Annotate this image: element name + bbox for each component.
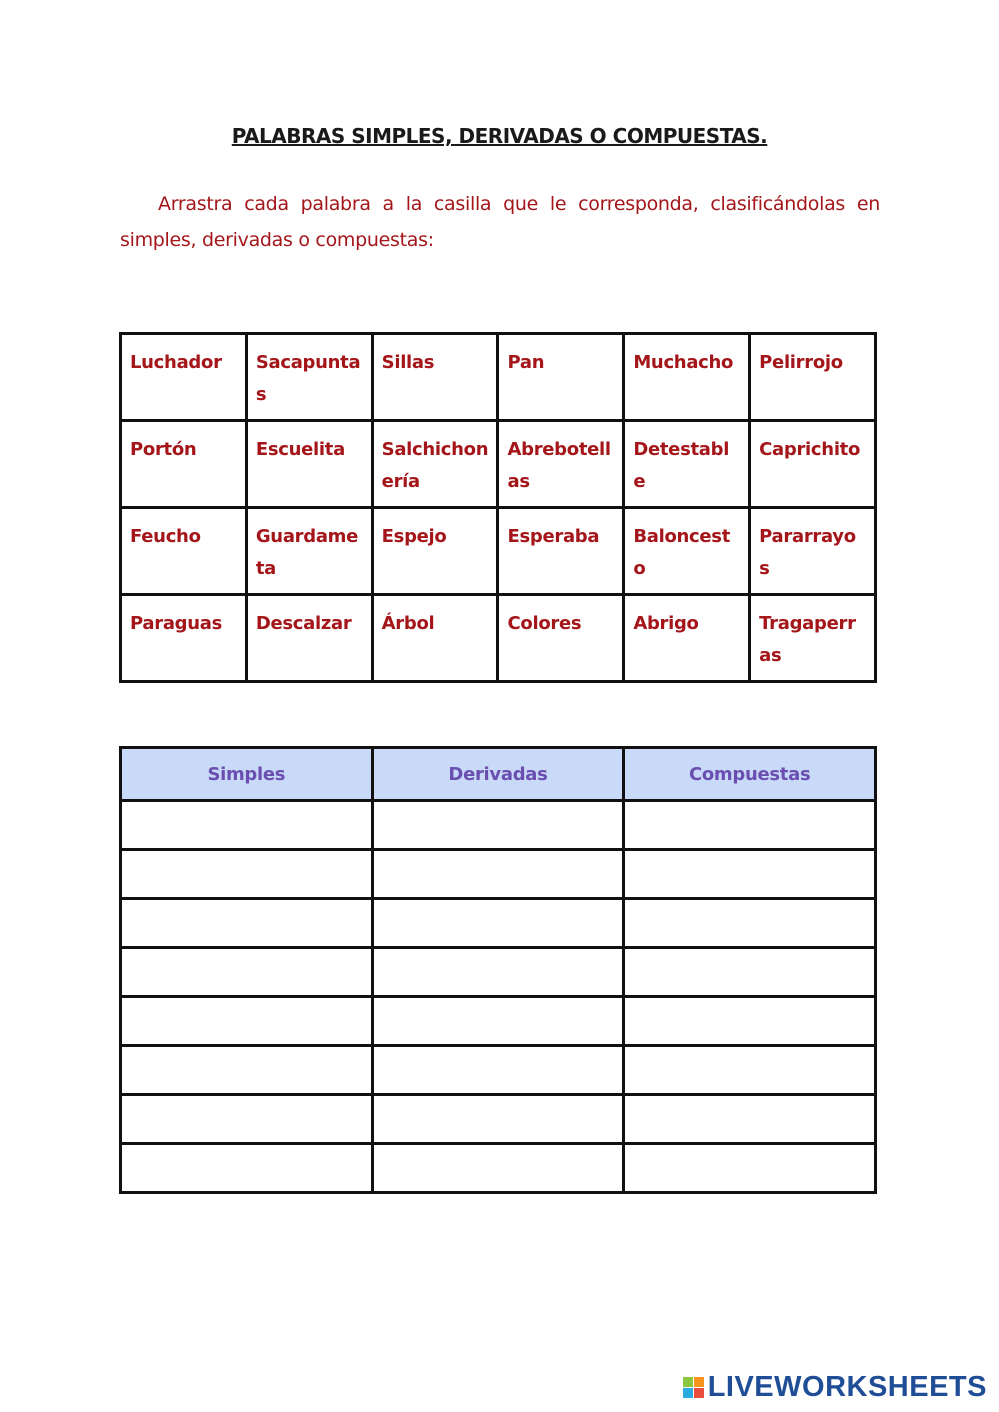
- header-simples: Simples: [121, 748, 373, 801]
- word-tile[interactable]: Escuelita: [246, 421, 372, 508]
- word-tile[interactable]: Guardameta: [246, 508, 372, 595]
- header-derivadas: Derivadas: [372, 748, 624, 801]
- drop-cell-compuestas[interactable]: [624, 1095, 876, 1144]
- instructions-text: Arrastra cada palabra a la casilla que le corresponda, clasificándolas en simples, derivadas o compuestas:: [120, 193, 880, 251]
- header-compuestas: Compuestas: [624, 748, 876, 801]
- drop-cell-derivadas[interactable]: [372, 899, 624, 948]
- drop-cell-derivadas[interactable]: [372, 948, 624, 997]
- word-tile[interactable]: Baloncesto: [624, 508, 750, 595]
- word-tile[interactable]: Feucho: [121, 508, 247, 595]
- word-tile[interactable]: Pan: [498, 334, 624, 421]
- word-bank-table: [119, 332, 877, 683]
- answer-table: [119, 746, 877, 1194]
- word-tile[interactable]: Portón: [121, 421, 247, 508]
- word-tile[interactable]: Sacapuntas: [246, 334, 372, 421]
- word-tile[interactable]: Salchichonería: [372, 421, 498, 508]
- drop-cell-derivadas[interactable]: [372, 997, 624, 1046]
- drop-cell-compuestas[interactable]: [624, 997, 876, 1046]
- drop-cell-compuestas[interactable]: [624, 1144, 876, 1193]
- word-tile[interactable]: Abrigo: [624, 595, 750, 682]
- drop-cell-derivadas[interactable]: [372, 850, 624, 899]
- drop-cell-derivadas[interactable]: [372, 1046, 624, 1095]
- liveworksheets-logo-icon: [683, 1377, 704, 1398]
- drop-cell-compuestas[interactable]: [624, 899, 876, 948]
- drop-cell-derivadas[interactable]: [372, 1144, 624, 1193]
- drop-cell-compuestas[interactable]: [624, 948, 876, 997]
- drop-cell-derivadas[interactable]: [372, 801, 624, 850]
- answer-row: [121, 850, 876, 899]
- word-row: [121, 421, 876, 508]
- answer-header-row: [121, 748, 876, 801]
- drop-cell-simples[interactable]: [121, 850, 373, 899]
- answer-row: [121, 948, 876, 997]
- drop-cell-compuestas[interactable]: [624, 801, 876, 850]
- drop-cell-simples[interactable]: [121, 801, 373, 850]
- word-tile[interactable]: Abrebotellas: [498, 421, 624, 508]
- word-tile[interactable]: Colores: [498, 595, 624, 682]
- answer-row: [121, 997, 876, 1046]
- word-tile[interactable]: Muchacho: [624, 334, 750, 421]
- drop-cell-simples[interactable]: [121, 1095, 373, 1144]
- word-tile[interactable]: Pararrayos: [750, 508, 876, 595]
- drop-cell-derivadas[interactable]: [372, 1095, 624, 1144]
- answer-row: [121, 899, 876, 948]
- word-row: [121, 595, 876, 682]
- drop-cell-simples[interactable]: [121, 997, 373, 1046]
- answer-row: [121, 1046, 876, 1095]
- word-tile[interactable]: Paraguas: [121, 595, 247, 682]
- drop-cell-simples[interactable]: [121, 1046, 373, 1095]
- answer-row: [121, 1095, 876, 1144]
- word-row: [121, 508, 876, 595]
- drop-cell-compuestas[interactable]: [624, 1046, 876, 1095]
- answer-row: [121, 1144, 876, 1193]
- drop-cell-simples[interactable]: [121, 948, 373, 997]
- word-tile[interactable]: Descalzar: [246, 595, 372, 682]
- word-tile[interactable]: Tragaperras: [750, 595, 876, 682]
- word-tile[interactable]: Sillas: [372, 334, 498, 421]
- word-tile[interactable]: Árbol: [372, 595, 498, 682]
- word-tile[interactable]: Esperaba: [498, 508, 624, 595]
- drop-cell-compuestas[interactable]: [624, 850, 876, 899]
- word-tile[interactable]: Espejo: [372, 508, 498, 595]
- worksheet-title: PALABRAS SIMPLES, DERIVADAS O COMPUESTAS.: [231, 124, 768, 148]
- word-row: [121, 334, 876, 421]
- word-tile[interactable]: Pelirrojo: [750, 334, 876, 421]
- drop-cell-simples[interactable]: [121, 899, 373, 948]
- word-tile[interactable]: Detestable: [624, 421, 750, 508]
- answer-row: [121, 801, 876, 850]
- drop-cell-simples[interactable]: [121, 1144, 373, 1193]
- word-tile[interactable]: Caprichito: [750, 421, 876, 508]
- liveworksheets-logo: [683, 1371, 987, 1403]
- liveworksheets-logo-text: LIVEWORKSHEETS: [707, 1370, 987, 1403]
- word-tile[interactable]: Luchador: [121, 334, 247, 421]
